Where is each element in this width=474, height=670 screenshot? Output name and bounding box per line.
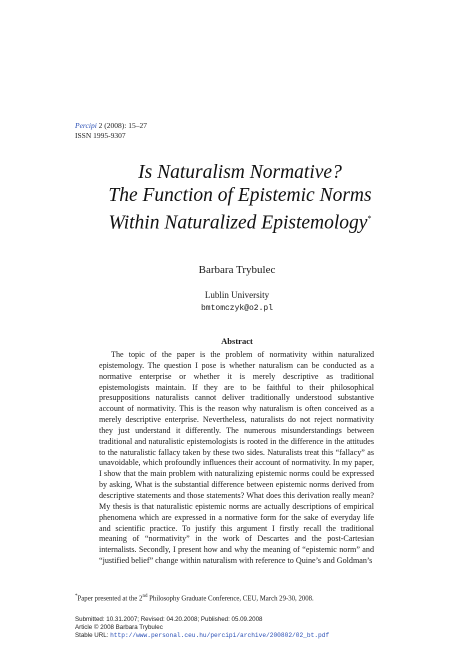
submission-dates: Submitted: 10.31.2007; Revised: 04.20.2008; Published: 05.09.2008 [75, 616, 263, 623]
footnote-ordinal: nd [142, 594, 148, 599]
journal-citation [75, 121, 147, 131]
stable-url-link[interactable]: http://www.personal.ceu.hu/percipi/archive/200802/02_bt.pdf [110, 631, 330, 639]
journal-info [75, 121, 147, 141]
footnote [75, 592, 405, 603]
author-email[interactable]: bmtomczyk@o2.pl [200, 304, 273, 313]
abstract-heading: Abstract [221, 336, 253, 346]
footnote-text-end: Philosophy Graduate Conference, CEU, March 29-30, 2008. [147, 595, 314, 603]
stable-url-label: Stable URL: [75, 631, 111, 639]
author-affiliation: Lublin University [204, 290, 270, 300]
title-line-3-wrap [60, 207, 420, 235]
footnote-mark: * [75, 594, 78, 599]
journal-issn: ISSN 1995-9307 [75, 131, 126, 140]
title-line-3: Within Naturalized Epistemology [108, 212, 368, 234]
publication-meta [75, 616, 329, 639]
title-line-1: Is Naturalism Normative? [138, 162, 342, 183]
paper-title [60, 161, 420, 235]
article-copyright: Article © 2008 Barbara Trybulec [75, 623, 163, 631]
journal-volume: 2 (2008): 15–27 [96, 121, 148, 130]
journal-name-link[interactable]: Percipi [75, 121, 97, 130]
stable-url-line [75, 632, 329, 640]
title-footnote-mark: * [367, 214, 372, 223]
author-name: Barbara Trybulec [198, 264, 276, 276]
footnote-text-start: Paper presented at the 2 [77, 595, 143, 603]
title-line-2: The Function of Epistemic Norms [108, 185, 372, 206]
abstract-body: The topic of the paper is the problem of normativity within naturalized epistemology. The question I pose is whether naturalism can be conducted as a normative enterprise or whether it is merely descriptive as traditional epistemologists maintain. If they are to be faithful to their philosophical presuppositions naturalists cannot deliver traditionally understood substantive account of normativity. This is the reason why naturalism is often conceived as a merely descriptive enterprise. Nevertheless, naturalists do not reject normativity they just understand it differently. The numerous misunderstandings between traditional and naturalistic epistemologists is rooted in the difference in the attitudes to the naturalistic fallacy taken by these two sides. Naturalists treat this “fallacy” as unavoidable, which profoundly influences their account of normativity. In my paper, I show that the main problem with naturalizing epistemic norms could be expressed by asking, What is the substantial difference between epistemic norms derived from descriptive statements and those statements? What does this derivation really mean? My thesis is that naturalistic epistemic norms are actually descriptions of empirical phenomena which are expressed in a normative form for the sake of everyday life and scientific practice. To justify this argument I firstly recall the traditional meaning of “normativity” in the work of Descartes and the post-Cartesian internalists. Secondly, I present how and why the meaning of “epistemic norm” and “justified belief” change within naturalism with reference to Quine’s and Goldman’s [99, 350, 374, 566]
